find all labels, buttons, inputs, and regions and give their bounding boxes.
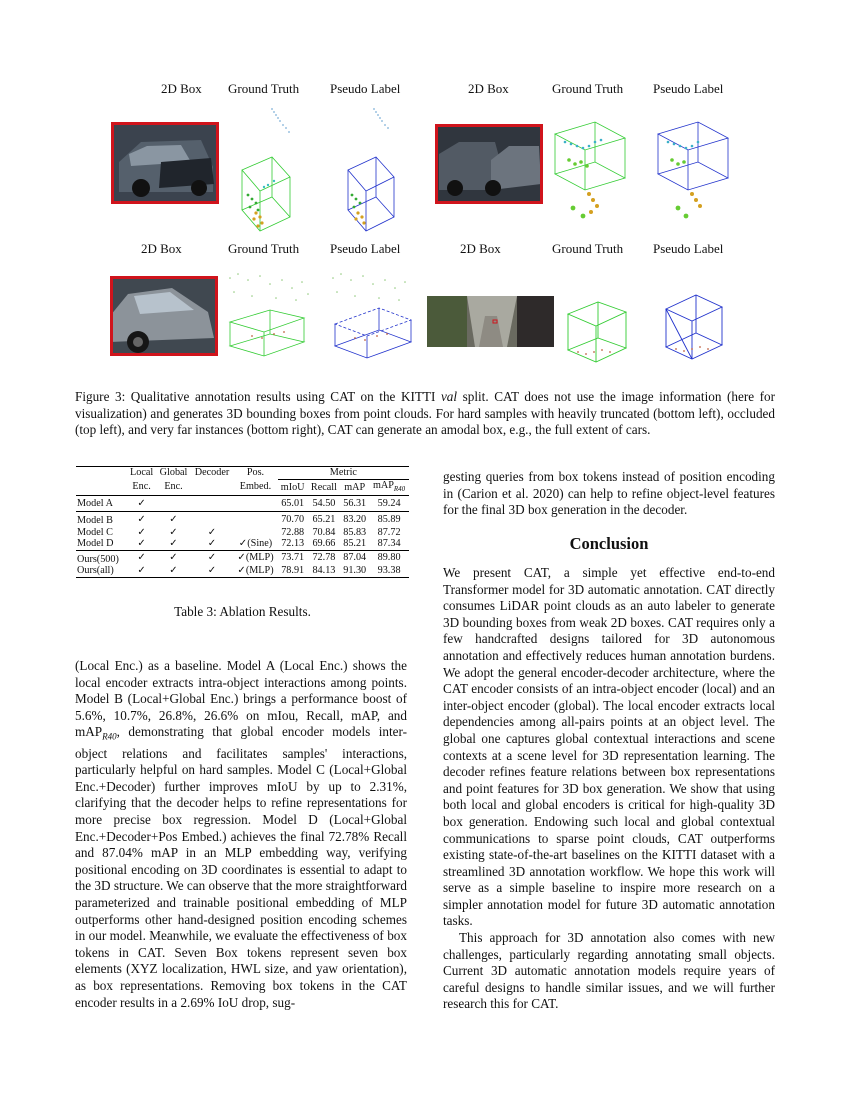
col-header-global-sub: Enc. <box>164 481 183 493</box>
paragraph: gesting queries from box tokens instead of position encoding in (Carion et al. 2020) can help to refine object-level features for the final 3D box generation in the decoder. <box>443 469 775 518</box>
check-cell <box>191 512 233 527</box>
paragraph: (Local Enc.) as a baseline. Model A (Local Enc.) shows the local encoder extracts intra-object interactions among points. Model B (Local+Global Enc.) brings a performance boost of 5.6%, 10.7%, 26.8%, 26.6% on mIou, Recall, mAP, and mAP$_{R40}$, demonstrating that global encoder models inter-object relations and facilitates samples' interactions, particularly helpful on hard samples. Model C (Local+Global Enc.+Decoder) further improves mIoU by up to 2.31%, clarifying that the decoder helps to refine representations for more precise box regression. Model D (Local+Global Enc.+Decoder+Pos Embed.) achieves the final 72.78% Recall and 87.04% mAP in an MLP embedding way, verifying positional encoding on 3D coordinates is essential to adapt to the 3D structure. We can observe that the more straightforward parameterized and trainable positional embedding of MLP outperforms other hand-designed position encoding schemes in our model. Meanwhile, we evaluate the effectiveness of box tokens in CAT. Seven Box tokens represent seven box elements (XYZ localization, HWL size, and yaw orientation), as box representations. Removing box tokens in the CAT encoder results in a 2.69% IoU drop, sug- <box>75 658 407 1010</box>
col-header-map-r40: mAP$_{R40}$ <box>372 479 406 493</box>
value-cell: 73.71 <box>281 552 305 564</box>
point-cloud-pseudo-label <box>658 285 730 371</box>
point-cloud-ground-truth <box>545 112 635 224</box>
value-cell: 70.70 <box>281 513 305 525</box>
fig-label-ground-truth: Ground Truth <box>228 81 300 96</box>
pos-cell <box>233 512 277 527</box>
col-header-recall: Recall <box>310 481 337 493</box>
figure-caption: Figure 3: Qualitative annotation results using CAT on the KITTI val split. CAT does not use the image information (here for visualization) and generates 3D bounding boxes from point clouds. For hard samples with heavily truncated (bottom left), occluded (top left), and very far instances (bottom right), CAT can generate an amodal box, e.g., the full extent of cars. <box>75 389 775 437</box>
check-cell: ✓ <box>207 565 217 577</box>
check-cell: ✓ <box>207 552 217 564</box>
fig-label-2d-box: 2D Box <box>460 241 501 256</box>
pos-cell: ✓(Sine) <box>238 538 273 550</box>
fig-label-2d-box: 2D Box <box>468 81 509 96</box>
value-cell: 54.50 <box>312 497 336 509</box>
section-heading-conclusion: Conclusion <box>569 534 649 553</box>
value-cell: 65.21 <box>312 513 336 525</box>
row-label: Model C <box>77 526 113 538</box>
value-cell: 65.01 <box>281 497 305 509</box>
image-2d-box-far <box>427 296 554 347</box>
left-column-text <box>75 658 407 1011</box>
fig-label-pseudo-label: Pseudo Label <box>653 241 724 256</box>
col-header-pos-sub: Embed. <box>239 481 272 493</box>
row-label: Model A <box>77 497 113 509</box>
fig-label-2d-box: 2D Box <box>161 81 202 96</box>
col-header-global: Global <box>159 467 188 479</box>
point-cloud-ground-truth <box>562 292 634 372</box>
col-header-pos: Pos. <box>246 467 265 479</box>
value-cell: 85.89 <box>377 513 401 525</box>
fig-label-pseudo-label: Pseudo Label <box>330 81 401 96</box>
value-cell: 59.24 <box>377 497 401 509</box>
value-cell: 87.72 <box>377 526 401 538</box>
row-label: Model B <box>77 515 113 527</box>
fig-label-2d-box: 2D Box <box>141 241 182 256</box>
row-label: Ours(500) <box>77 553 119 565</box>
check-cell <box>191 496 233 512</box>
ablation-table <box>76 466 409 578</box>
image-2d-box-cars <box>435 124 543 204</box>
value-cell: 93.38 <box>377 565 401 577</box>
row-label: Model D <box>77 538 114 550</box>
image-2d-box-occluded <box>111 122 219 204</box>
check-cell: ✓ <box>137 552 146 564</box>
point-cloud-pseudo-label <box>648 112 738 224</box>
col-header-map: mAP <box>344 481 366 493</box>
value-cell: 91.30 <box>343 565 367 577</box>
check-cell: ✓ <box>207 526 217 538</box>
table-caption: Table 3: Ablation Results. <box>174 604 311 619</box>
image-2d-box-truncated <box>110 276 218 356</box>
point-cloud-pseudo-label <box>325 262 420 362</box>
col-header-metric: Metric <box>278 467 409 480</box>
value-cell: 72.88 <box>281 526 305 538</box>
pos-cell: ✓(MLP) <box>237 565 274 577</box>
point-cloud-ground-truth <box>228 95 308 235</box>
fig-label-ground-truth: Ground Truth <box>228 241 300 256</box>
check-cell: ✓ <box>137 497 146 509</box>
pos-cell <box>233 496 277 512</box>
value-cell: 89.80 <box>377 552 401 564</box>
value-cell: 70.84 <box>312 526 336 538</box>
fig-label-pseudo-label: Pseudo Label <box>330 241 401 256</box>
check-cell: ✓ <box>169 538 178 550</box>
col-header-local: Local <box>130 467 154 479</box>
fig-label-ground-truth: Ground Truth <box>552 241 624 256</box>
check-cell: ✓ <box>169 552 178 564</box>
check-cell: ✓ <box>137 538 146 550</box>
paragraph: This approach for 3D annotation also comes with new challenges, particularly regarding annotating small objects. Current 3D automatic annotation models require years of careful designs to handle similar issues, and we will further research this for CAT. <box>443 930 775 1012</box>
point-cloud-ground-truth <box>222 262 317 362</box>
check-cell: ✓ <box>207 538 217 550</box>
paragraph: We present CAT, a simple yet effective end-to-end Transformer model for 3D automatic annotation. CAT directly consumes LiDAR point clouds as an auto labeler to generate 3D bounding boxes from weak 2D boxes. CAT requires only a few handcrafted designs tailored for 3D autonomous annotation and effectively reduces human annotation burdens. We adopt the general encoder-decoder architecture, where the CAT encoder consists of an intra-object encoder (local) and an inter-object encoder (global). The local encoder extracts local dependencies among all-pairs points at an object level. The global one captures global contextual interactions and scene contexts at a scene level for 3D representation learning. The decoder refines feature relations between box representations and point features for 3D box generation. We show that using both local and global encoders is critical for high-quality 3D box generation. Endowing such local and global contextual communications to sparse point clouds, CAT outperforms existing state-of-the-art baselines on the KITTI dataset with a streamlined 3D annotation workflow. We hope this work will serve as a simple baseline to inspire more research on a simpler annotation model for future 3D automatic annotation tasks. <box>443 565 775 929</box>
value-cell: 83.20 <box>343 513 367 525</box>
point-cloud-pseudo-label <box>330 95 410 235</box>
conclusion-text <box>443 565 775 1013</box>
fig-label-pseudo-label: Pseudo Label <box>653 81 724 96</box>
value-cell: 84.13 <box>312 565 336 577</box>
check-cell: ✓ <box>137 513 146 525</box>
value-cell: 87.04 <box>343 552 367 564</box>
check-cell: ✓ <box>169 513 178 525</box>
check-cell: ✓ <box>169 526 178 538</box>
value-cell: 85.83 <box>343 526 367 538</box>
col-header-decoder: Decoder <box>194 467 230 479</box>
row-label: Ours(all) <box>77 565 114 577</box>
pos-cell: ✓(MLP) <box>237 552 274 564</box>
col-header-miou: mIoU <box>280 481 305 493</box>
value-cell: 56.31 <box>343 497 367 509</box>
value-cell: 78.91 <box>281 565 305 577</box>
pos-cell <box>233 527 277 539</box>
value-cell: 69.66 <box>312 538 336 550</box>
check-cell: ✓ <box>169 565 178 577</box>
fig-label-ground-truth: Ground Truth <box>552 81 624 96</box>
right-column-top-text <box>443 469 775 519</box>
check-cell: ✓ <box>137 565 146 577</box>
col-header-local-sub: Enc. <box>132 481 151 493</box>
value-cell: 72.13 <box>281 538 305 550</box>
value-cell: 87.34 <box>377 538 401 550</box>
check-cell: ✓ <box>137 526 146 538</box>
value-cell: 72.78 <box>312 552 336 564</box>
check-cell <box>156 496 191 512</box>
value-cell: 85.21 <box>343 538 367 550</box>
